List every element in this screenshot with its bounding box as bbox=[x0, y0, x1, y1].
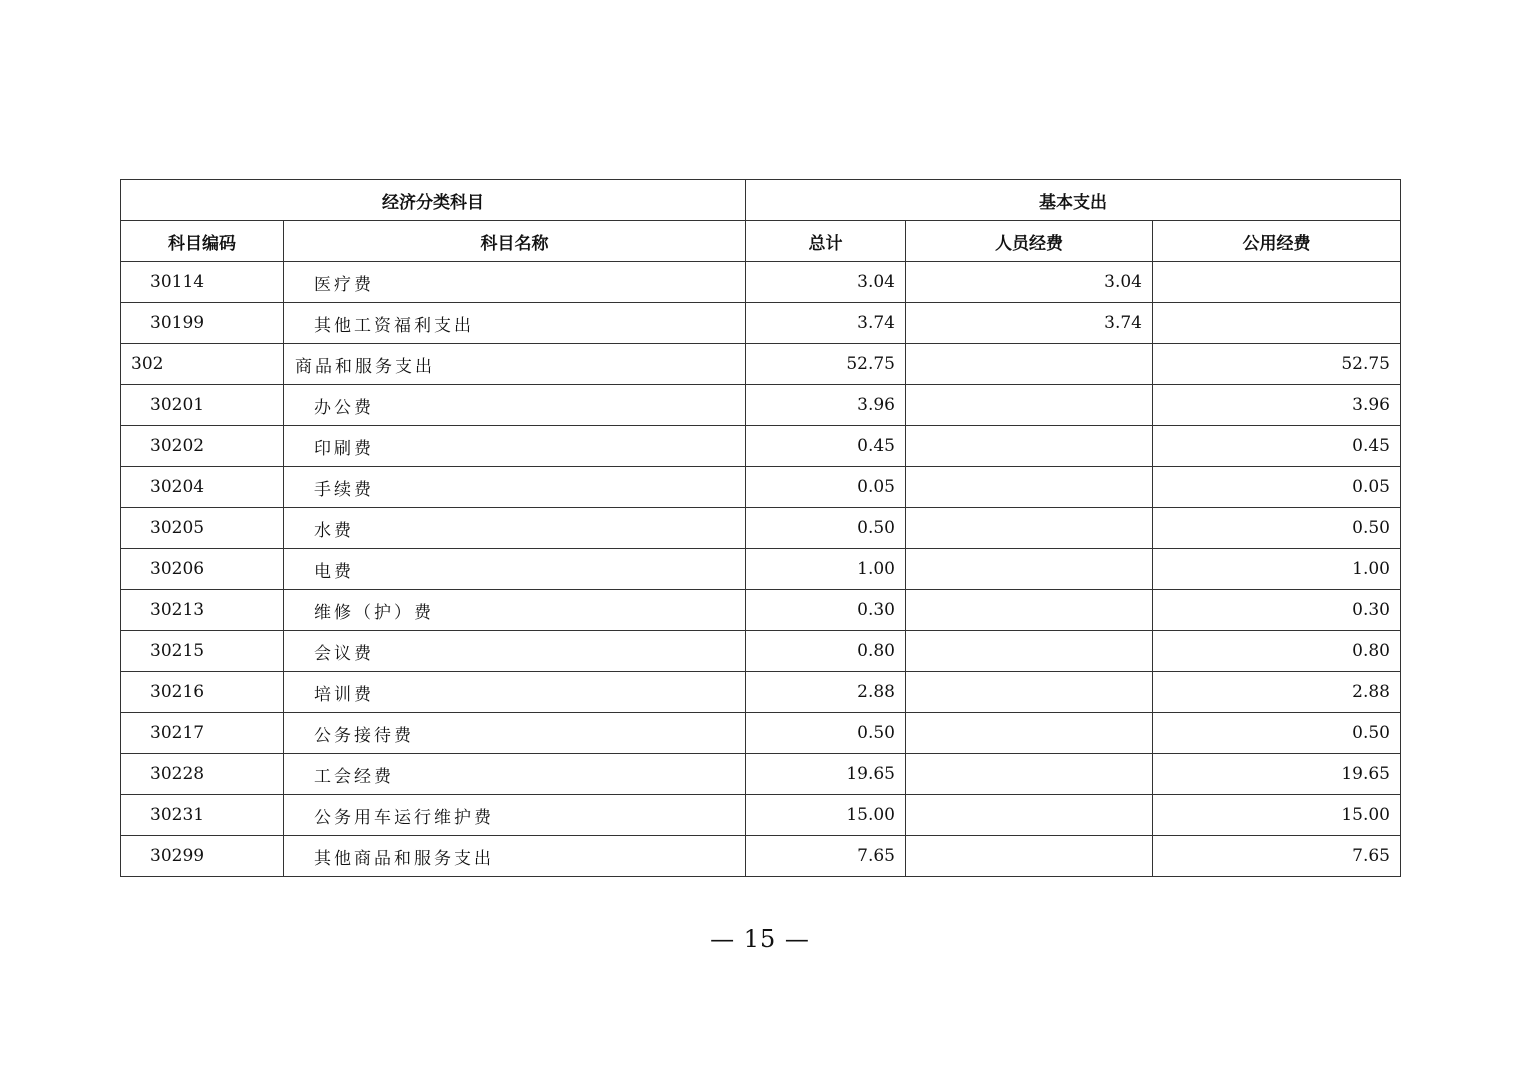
code-cell: 30215 bbox=[121, 631, 284, 672]
code-cell: 30231 bbox=[121, 795, 284, 836]
public-cell: 0.05 bbox=[1153, 467, 1401, 508]
name-cell: 培训费 bbox=[284, 672, 746, 713]
code-cell: 30217 bbox=[121, 713, 284, 754]
table-row bbox=[121, 344, 1401, 385]
personnel-column-header: 人员经费 bbox=[906, 221, 1153, 262]
total-cell: 0.05 bbox=[746, 467, 906, 508]
table-row bbox=[121, 549, 1401, 590]
table-row bbox=[121, 672, 1401, 713]
name-cell: 其他工资福利支出 bbox=[284, 303, 746, 344]
table-row bbox=[121, 303, 1401, 344]
table-row bbox=[121, 508, 1401, 549]
personnel-cell: 3.74 bbox=[906, 303, 1153, 344]
total-cell: 15.00 bbox=[746, 795, 906, 836]
code-cell: 30213 bbox=[121, 590, 284, 631]
table-row bbox=[121, 713, 1401, 754]
personnel-cell bbox=[906, 467, 1153, 508]
personnel-cell bbox=[906, 385, 1153, 426]
name-cell: 手续费 bbox=[284, 467, 746, 508]
total-cell: 0.50 bbox=[746, 713, 906, 754]
public-cell: 0.45 bbox=[1153, 426, 1401, 467]
public-cell: 0.50 bbox=[1153, 713, 1401, 754]
public-cell: 0.30 bbox=[1153, 590, 1401, 631]
public-cell bbox=[1153, 303, 1401, 344]
table-row bbox=[121, 590, 1401, 631]
code-cell: 30202 bbox=[121, 426, 284, 467]
total-cell: 2.88 bbox=[746, 672, 906, 713]
public-cell: 52.75 bbox=[1153, 344, 1401, 385]
total-cell: 1.00 bbox=[746, 549, 906, 590]
name-cell: 印刷费 bbox=[284, 426, 746, 467]
code-cell: 30205 bbox=[121, 508, 284, 549]
name-cell: 医疗费 bbox=[284, 262, 746, 303]
table-row bbox=[121, 754, 1401, 795]
table-row bbox=[121, 262, 1401, 303]
table-row bbox=[121, 795, 1401, 836]
public-cell: 7.65 bbox=[1153, 836, 1401, 877]
personnel-cell bbox=[906, 590, 1153, 631]
public-cell: 0.50 bbox=[1153, 508, 1401, 549]
name-cell: 公务接待费 bbox=[284, 713, 746, 754]
public-cell bbox=[1153, 262, 1401, 303]
personnel-cell bbox=[906, 426, 1153, 467]
personnel-cell bbox=[906, 508, 1153, 549]
total-cell: 52.75 bbox=[746, 344, 906, 385]
code-cell: 30114 bbox=[121, 262, 284, 303]
code-cell: 30199 bbox=[121, 303, 284, 344]
total-cell: 19.65 bbox=[746, 754, 906, 795]
total-cell: 3.74 bbox=[746, 303, 906, 344]
page-number: — 15 — bbox=[710, 925, 810, 953]
personnel-cell bbox=[906, 631, 1153, 672]
table-row bbox=[121, 426, 1401, 467]
name-cell: 商品和服务支出 bbox=[284, 344, 746, 385]
public-cell: 0.80 bbox=[1153, 631, 1401, 672]
code-cell: 30228 bbox=[121, 754, 284, 795]
public-column-header: 公用经费 bbox=[1153, 221, 1401, 262]
code-cell: 30206 bbox=[121, 549, 284, 590]
public-cell: 19.65 bbox=[1153, 754, 1401, 795]
public-cell: 3.96 bbox=[1153, 385, 1401, 426]
personnel-cell bbox=[906, 549, 1153, 590]
name-cell: 电费 bbox=[284, 549, 746, 590]
total-cell: 3.04 bbox=[746, 262, 906, 303]
name-cell: 办公费 bbox=[284, 385, 746, 426]
column-header-row bbox=[121, 221, 1401, 262]
personnel-cell bbox=[906, 754, 1153, 795]
budget-table bbox=[120, 179, 1401, 877]
personnel-cell bbox=[906, 344, 1153, 385]
table-row bbox=[121, 467, 1401, 508]
basic-expenditure-header: 基本支出 bbox=[746, 180, 1401, 221]
code-column-header: 科目编码 bbox=[121, 221, 284, 262]
name-cell: 公务用车运行维护费 bbox=[284, 795, 746, 836]
public-cell: 15.00 bbox=[1153, 795, 1401, 836]
table-row bbox=[121, 385, 1401, 426]
code-cell: 30204 bbox=[121, 467, 284, 508]
total-column-header: 总计 bbox=[746, 221, 906, 262]
group-header-row bbox=[121, 180, 1401, 221]
table-row bbox=[121, 836, 1401, 877]
total-cell: 0.30 bbox=[746, 590, 906, 631]
personnel-cell bbox=[906, 713, 1153, 754]
economic-category-header: 经济分类科目 bbox=[121, 180, 746, 221]
code-cell: 30299 bbox=[121, 836, 284, 877]
personnel-cell: 3.04 bbox=[906, 262, 1153, 303]
table-row bbox=[121, 631, 1401, 672]
name-cell: 其他商品和服务支出 bbox=[284, 836, 746, 877]
name-cell: 工会经费 bbox=[284, 754, 746, 795]
public-cell: 2.88 bbox=[1153, 672, 1401, 713]
total-cell: 0.80 bbox=[746, 631, 906, 672]
code-cell: 302 bbox=[121, 344, 284, 385]
total-cell: 7.65 bbox=[746, 836, 906, 877]
personnel-cell bbox=[906, 836, 1153, 877]
personnel-cell bbox=[906, 672, 1153, 713]
code-cell: 30216 bbox=[121, 672, 284, 713]
total-cell: 0.45 bbox=[746, 426, 906, 467]
name-column-header: 科目名称 bbox=[284, 221, 746, 262]
name-cell: 水费 bbox=[284, 508, 746, 549]
name-cell: 会议费 bbox=[284, 631, 746, 672]
personnel-cell bbox=[906, 795, 1153, 836]
name-cell: 维修（护）费 bbox=[284, 590, 746, 631]
public-cell: 1.00 bbox=[1153, 549, 1401, 590]
total-cell: 0.50 bbox=[746, 508, 906, 549]
total-cell: 3.96 bbox=[746, 385, 906, 426]
code-cell: 30201 bbox=[121, 385, 284, 426]
